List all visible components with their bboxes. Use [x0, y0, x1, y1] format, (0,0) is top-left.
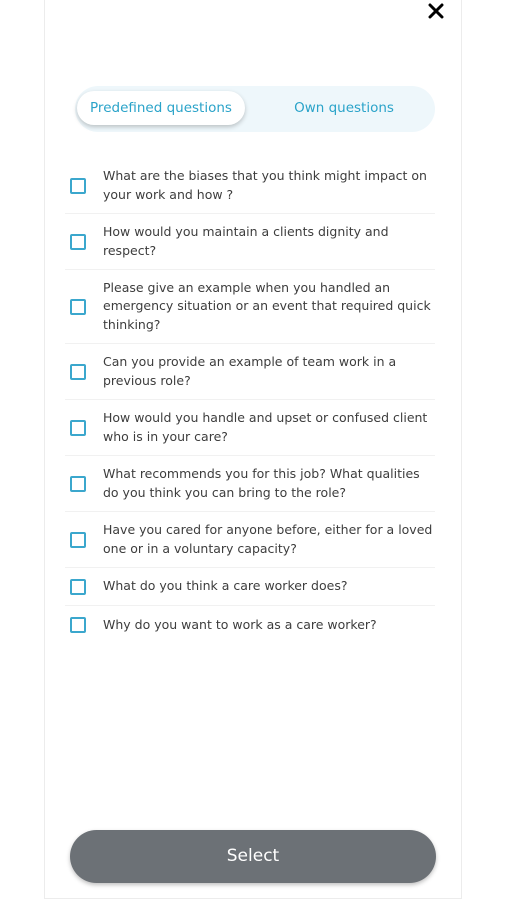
question-row[interactable] [65, 606, 435, 644]
close-icon [428, 3, 444, 19]
tab-predefined-questions[interactable]: Predefined questions [77, 91, 245, 125]
question-checkbox[interactable] [70, 476, 86, 492]
question-checkbox[interactable] [70, 579, 86, 595]
question-text: What do you think a care worker does? [103, 578, 348, 594]
question-row[interactable] [65, 214, 435, 270]
question-row[interactable] [65, 512, 435, 568]
question-selector-panel [44, 0, 462, 899]
question-text: Why do you want to work as a care worker? [103, 616, 377, 632]
question-text: Can you provide an example of team work in a previous role? [103, 354, 397, 388]
question-checkbox[interactable] [70, 178, 86, 194]
question-text: What recommends you for this job? What qualities do you think you can bring to the role? [103, 466, 420, 500]
question-type-tabs [75, 86, 435, 132]
question-text: Please give an example when you handled an emergency situation or an event that required quick thinking? [103, 279, 431, 332]
question-text: How would you maintain a clients dignity and respect? [103, 224, 389, 258]
question-list [65, 158, 435, 644]
question-checkbox[interactable] [70, 420, 86, 436]
question-row[interactable] [65, 158, 435, 214]
close-button[interactable] [425, 0, 447, 22]
question-text: What are the biases that you think might impact on your work and how ? [103, 168, 427, 202]
select-button[interactable]: Select [70, 830, 436, 883]
question-row[interactable] [65, 456, 435, 512]
question-checkbox[interactable] [70, 532, 86, 548]
question-row[interactable] [65, 270, 435, 344]
question-row[interactable] [65, 344, 435, 400]
question-checkbox[interactable] [70, 299, 86, 315]
question-checkbox[interactable] [70, 617, 86, 633]
question-text: Have you cared for anyone before, either for a loved one or in a voluntary capacity? [103, 522, 433, 556]
question-text: How would you handle and upset or confused client who is in your care? [103, 410, 428, 444]
question-row[interactable] [65, 568, 435, 606]
question-checkbox[interactable] [70, 234, 86, 250]
question-checkbox[interactable] [70, 364, 86, 380]
question-row[interactable] [65, 400, 435, 456]
tab-own-questions[interactable]: Own questions [294, 100, 394, 116]
